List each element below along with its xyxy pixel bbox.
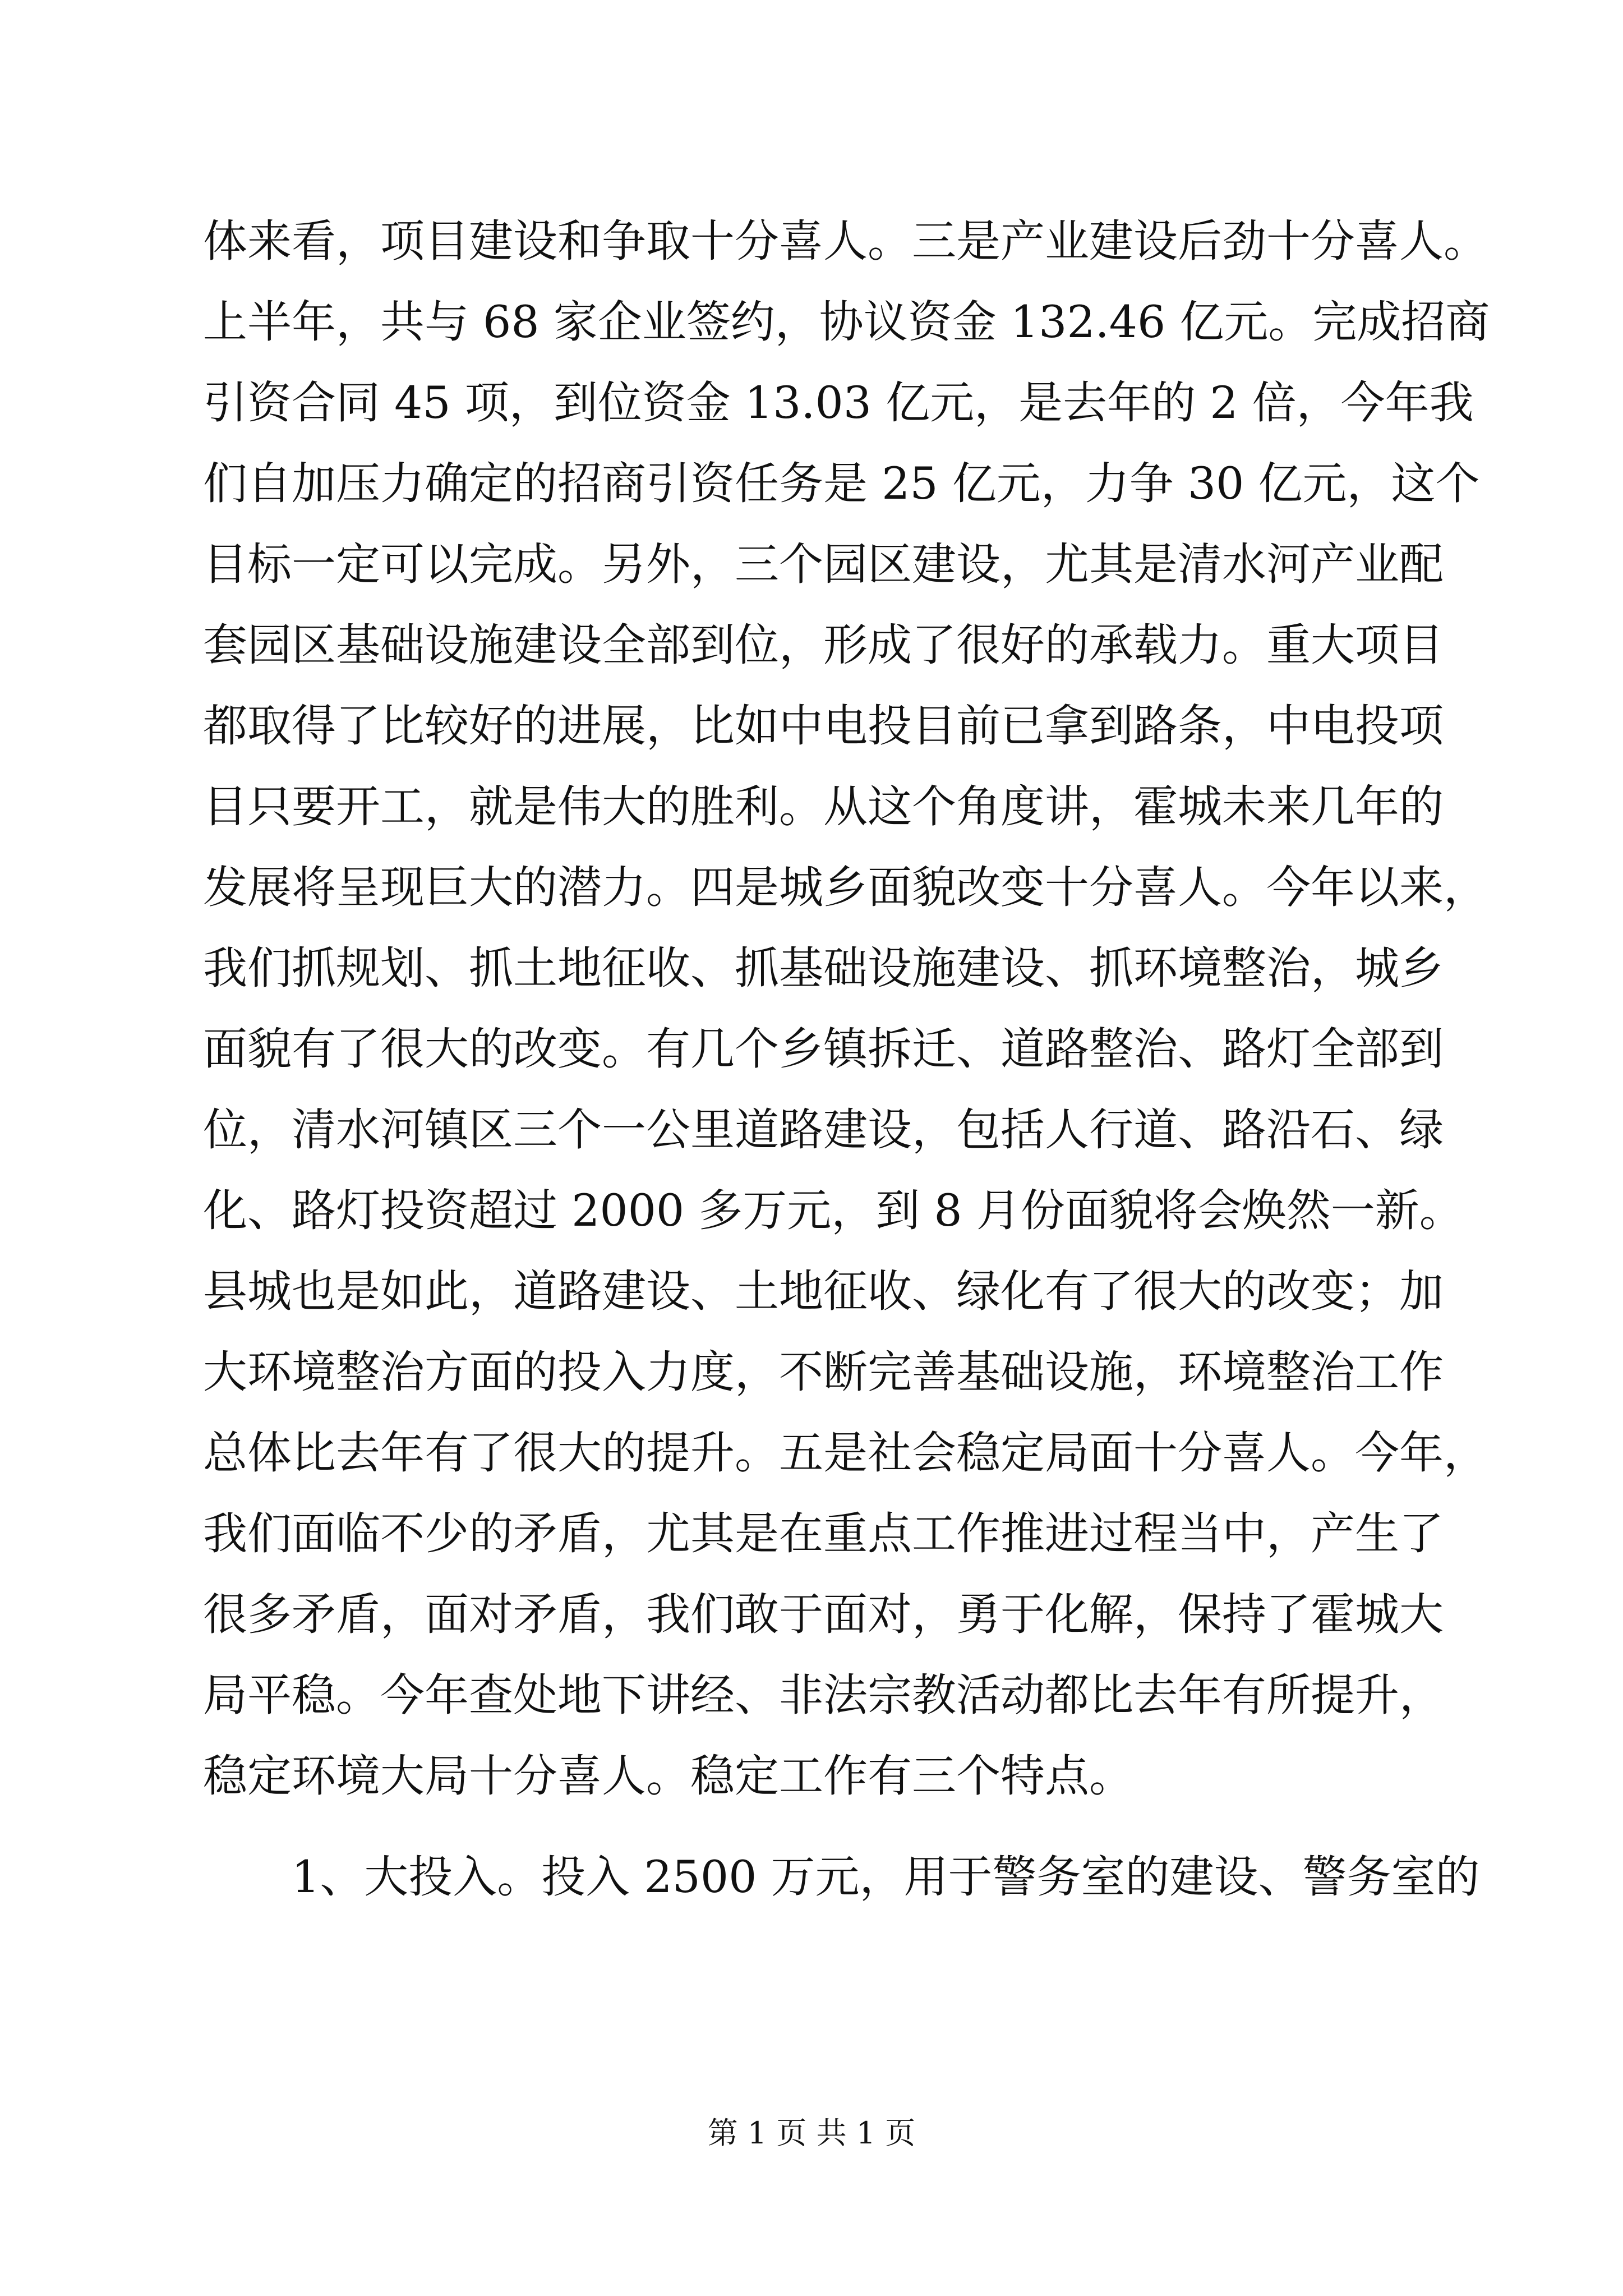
document-body [203,201,1490,1917]
text-line: 化、路灯投资超过 2000 多万元，到 8 月份面貌将会焕然一新。 [203,1185,1464,1236]
text-line: 体来看，项目建设和争取十分喜人。三是产业建设后劲十分喜人。 [203,215,1488,267]
text-line: 目标一定可以完成。另外，三个园区建设，尤其是清水河产业配 [203,539,1444,590]
text-line: 套园区基础设施建设全部到位，形成了很好的承载力。重大项目 [203,619,1444,671]
text-line: 局平稳。今年查处地下讲经、非法宗教活动都比去年有所提升， [203,1669,1444,1721]
text-line: 大环境整治方面的投入力度，不断完善基础设施，环境整治工作 [203,1346,1444,1398]
paragraph-1 [203,201,1490,1816]
text-line: 总体比去年有了很大的提升。五是社会稳定局面十分喜人。今年， [203,1427,1488,1479]
text-line: 1、大投入。投入 2500 万元，用于警务室的建设、警务室的 [292,1851,1480,1903]
text-line: 稳定环境大局十分喜人。稳定工作有三个特点。 [203,1750,1133,1802]
page-footer: 第 1 页 共 1 页 [707,2115,916,2151]
text-line: 县城也是如此，道路建设、土地征收、绿化有了很大的改变；加 [203,1266,1444,1317]
text-line: 发展将呈现巨大的潜力。四是城乡面貌改变十分喜人。今年以来， [203,862,1488,913]
text-line: 引资合同 45 项，到位资金 13.03 亿元，是去年的 2 倍，今年我 [203,377,1474,429]
text-line: 上半年，共与 68 家企业签约，协议资金 132.46 亿元。完成招商 [203,296,1490,348]
text-line: 很多矛盾，面对矛盾，我们敢于面对，勇于化解，保持了霍城大 [203,1589,1444,1640]
text-line: 们自加压力确定的招商引资任务是 25 亿元，力争 30 亿元，这个 [203,458,1480,509]
text-line: 面貌有了很大的改变。有几个乡镇拆迁、道路整治、路灯全部到 [203,1023,1444,1075]
text-line: 我们面临不少的矛盾，尤其是在重点工作推进过程当中，产生了 [203,1508,1444,1559]
text-line: 目只要开工，就是伟大的胜利。从这个角度讲，霍城未来几年的 [203,781,1444,832]
text-line: 都取得了比较好的进展，比如中电投目前已拿到路条，中电投项 [203,700,1444,752]
text-line: 位，清水河镇区三个一公里道路建设，包括人行道、路沿石、绿 [203,1104,1444,1156]
paragraph-2 [203,1837,1480,1917]
text-line: 我们抓规划、抓土地征收、抓基础设施建设、抓环境整治，城乡 [203,942,1444,994]
paragraph-spacer [203,1816,1426,1837]
